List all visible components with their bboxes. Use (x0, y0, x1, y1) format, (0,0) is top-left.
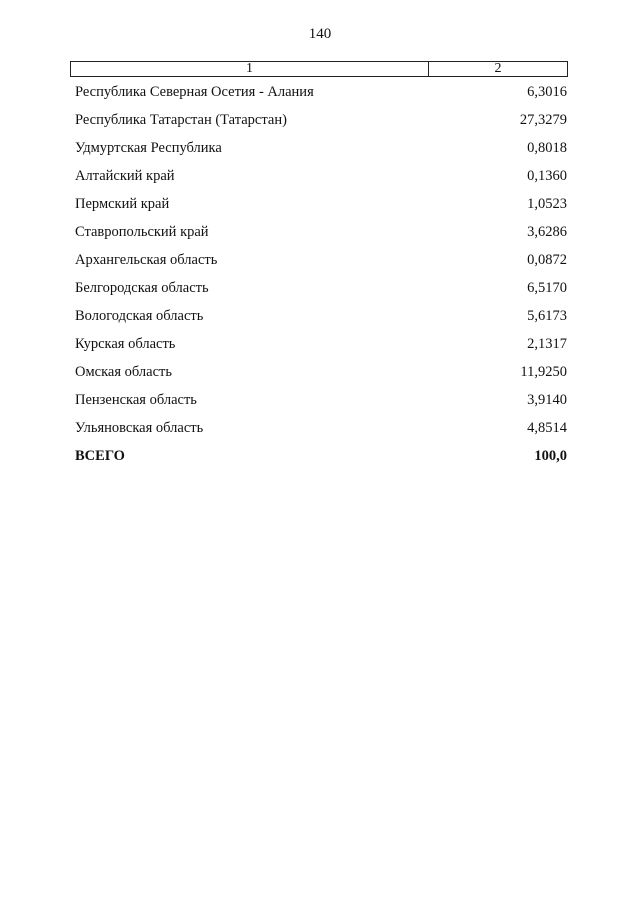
region-value: 6,5170 (527, 280, 567, 296)
region-value: 3,9140 (527, 392, 567, 408)
header-column-2: 2 (494, 61, 502, 76)
region-value: 0,0872 (527, 252, 567, 268)
header-column-1: 1 (71, 62, 429, 76)
region-value: 2,1317 (527, 336, 567, 352)
region-name: Республика Северная Осетия - Алания (75, 84, 314, 100)
table-row (75, 195, 567, 223)
region-name: Алтайский край (75, 168, 175, 184)
page-number: 140 (308, 26, 332, 42)
total-row (75, 447, 567, 475)
table-row (75, 279, 567, 307)
table-row (75, 167, 567, 195)
region-name: Белгородская область (75, 280, 209, 296)
table-row (75, 363, 567, 391)
region-name: Удмуртская Республика (75, 140, 222, 156)
table-row (75, 307, 567, 335)
region-name: Ставропольский край (75, 224, 209, 240)
region-name: Архангельская область (75, 252, 218, 268)
table-header (70, 61, 568, 77)
total-label: ВСЕГО (75, 448, 125, 464)
table-row (75, 111, 567, 139)
table-row (75, 335, 567, 363)
region-value: 3,6286 (527, 224, 567, 240)
region-value: 4,8514 (527, 420, 567, 436)
table-row (75, 83, 567, 111)
region-name: Республика Татарстан (Татарстан) (75, 112, 287, 128)
table-row (75, 223, 567, 251)
region-name: Вологодская область (75, 308, 204, 324)
table-row (75, 419, 567, 447)
region-name: Пензенская область (75, 392, 197, 408)
region-name: Ульяновская область (75, 420, 204, 436)
region-value: 5,6173 (527, 308, 567, 324)
region-name: Омская область (75, 364, 172, 380)
region-value: 0,8018 (527, 140, 567, 156)
region-value: 11,9250 (520, 364, 567, 380)
region-value: 0,1360 (527, 168, 567, 184)
region-value: 1,0523 (527, 196, 567, 212)
table-row (75, 391, 567, 419)
table-body (75, 83, 567, 475)
region-value: 6,3016 (527, 84, 567, 100)
table-row (75, 139, 567, 167)
region-name: Пермский край (75, 196, 170, 212)
region-value: 27,3279 (519, 112, 567, 128)
total-value: 100,0 (534, 448, 567, 464)
region-name: Курская область (75, 336, 176, 352)
table-row (75, 251, 567, 279)
